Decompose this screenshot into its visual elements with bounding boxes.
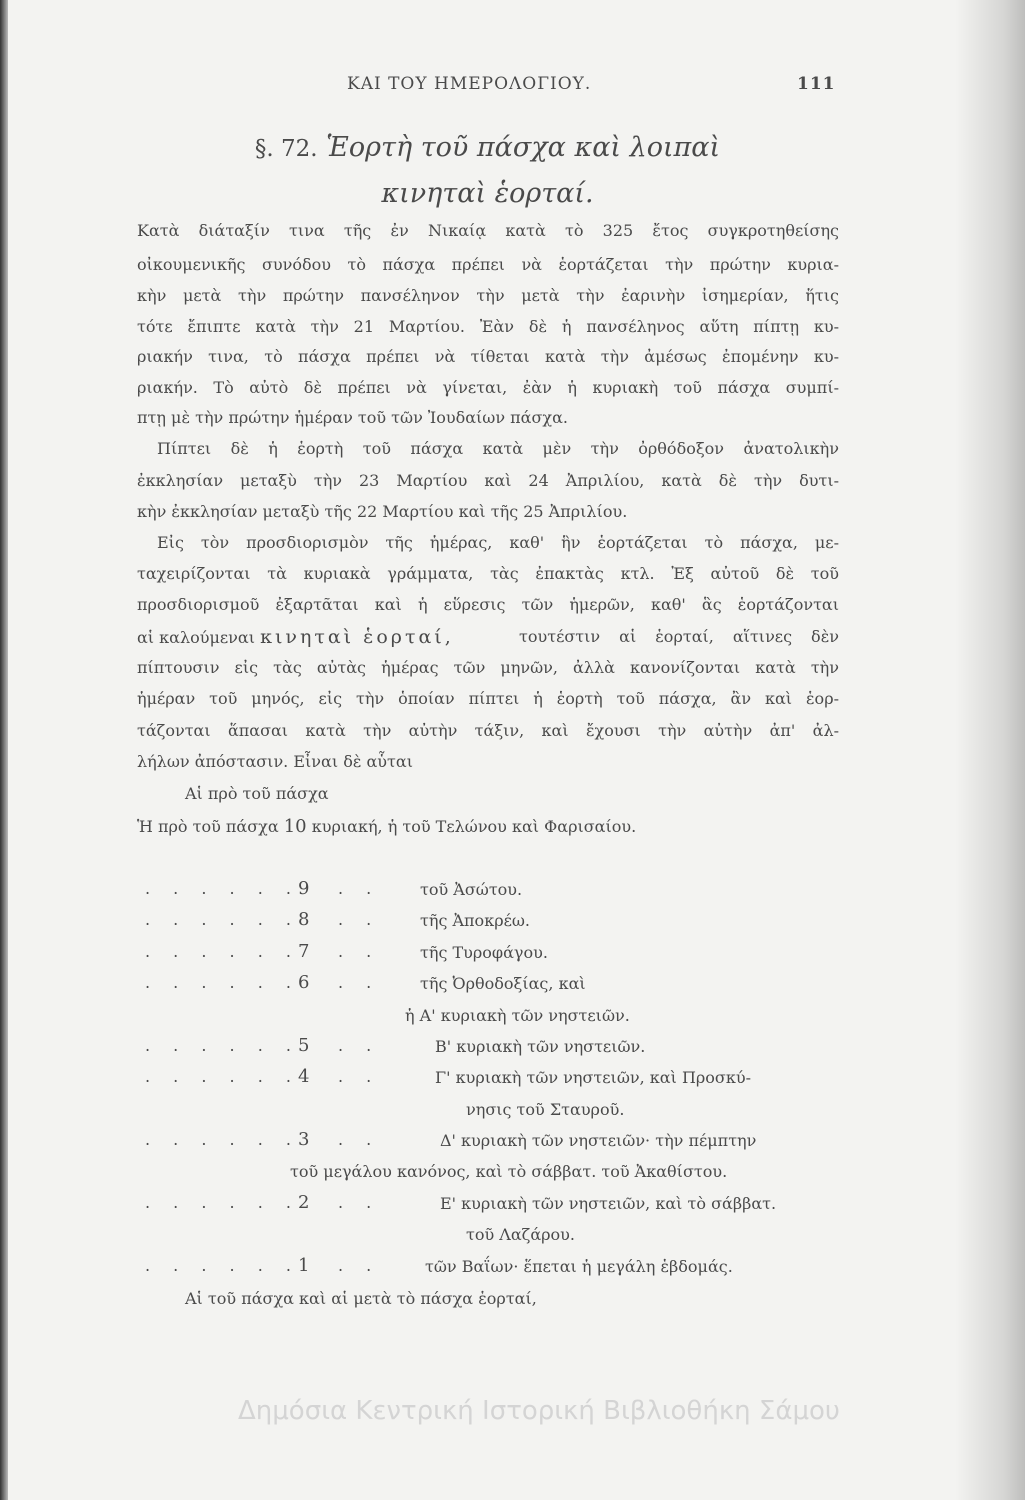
- leader-dots: . . . . . .: [145, 879, 300, 898]
- body-line: κὴν ἐκκλησίαν μεταξὺ τῆς 22 Μαρτίου καὶ τῆς 25 Ἀπριλίου.: [137, 502, 628, 521]
- list-text: τοῦ Ἀσώτου.: [420, 880, 523, 899]
- leader-dots: . .: [338, 1036, 381, 1055]
- list-number: 4: [298, 1066, 310, 1087]
- list-number: 2: [298, 1192, 310, 1213]
- spaced-emphasis: κινηταὶ ἑορταί,: [260, 626, 454, 648]
- body-line: ριακήν τινα, τὸ πάσχα πρέπει νὰ τίθεται κατὰ τὴν ἀμέσως ἐπομένην κυ-: [137, 347, 839, 366]
- body-line: ἐκκλησίαν μεταξὺ τὴν 23 Μαρτίου καὶ 24 Ἀπριλίου, κατὰ δὲ τὴν δυτι-: [137, 471, 839, 490]
- body-line: οἰκουμενικῆς συνόδου τὸ πάσχα πρέπει νὰ ἑορτάζεται τὴν πρώτην κυρια-: [137, 255, 839, 274]
- body-line: [137, 626, 454, 649]
- body-line: προσδιορισμοῦ ἐξαρτᾶται καὶ ἡ εὕρεσις τῶν ἡμερῶν, καθ' ἃς ἑορτάζονται: [137, 595, 839, 614]
- page-edge-shadow: [955, 0, 1025, 1500]
- list-text-continuation: νησις τοῦ Σταυροῦ.: [466, 1100, 625, 1119]
- list-text: τῆς Ἀποκρέω.: [420, 911, 531, 930]
- leader-dots: . . . . . .: [145, 1256, 300, 1275]
- leader-dots: . . . . . .: [145, 1067, 300, 1086]
- page-number: 111: [797, 74, 836, 94]
- leader-dots: . .: [338, 973, 381, 992]
- list-number: 5: [298, 1035, 310, 1056]
- list-number: 7: [298, 941, 310, 962]
- list-text: Β' κυριακὴ τῶν νηστειῶν.: [435, 1037, 646, 1056]
- running-title: ΚΑΙ ΤΟΥ ΗΜΕΡΟΛΟΓΙΟΥ.: [347, 74, 592, 94]
- list-row-first: [137, 816, 636, 838]
- body-line: λήλων ἀπόστασιν. Εἶναι δὲ αὗται: [137, 752, 413, 771]
- list-text: Γ' κυριακὴ τῶν νηστειῶν, καὶ Προσκύ-: [435, 1068, 751, 1087]
- leader-dots: . . . . . .: [145, 1193, 300, 1212]
- section-title-line2: κινηταὶ ἑορταί.: [381, 178, 594, 209]
- section-title: [0, 132, 975, 163]
- list-text: τῆς Τυροφάγου.: [420, 943, 548, 962]
- leader-dots: . . . . . .: [145, 1036, 300, 1055]
- body-text: αἱ καλούμεναι: [137, 628, 255, 647]
- leader-dots: . .: [338, 879, 381, 898]
- list-text-continuation: ἡ Α' κυριακὴ τῶν νηστειῶν.: [405, 1006, 630, 1025]
- list-number: 1: [298, 1255, 310, 1276]
- list-text: τῆς Ὀρθοδοξίας, καὶ: [420, 974, 586, 993]
- body-line: ριακήν. Τὸ αὐτὸ δὲ πρέπει νὰ γίνεται, ἐὰν ἡ κυριακὴ τοῦ πάσχα συμπί-: [137, 378, 839, 397]
- list-text: κυριακή, ἡ τοῦ Τελώνου καὶ Φαρισαίου.: [311, 817, 637, 836]
- body-line: τάζονται ἅπασαι κατὰ τὴν αὐτὴν τάξιν, καὶ ἔχουσι τὴν αὐτὴν ἀπ' ἀλ-: [137, 721, 839, 740]
- leader-dots: . . . . . .: [145, 973, 300, 992]
- leader-dots: . .: [338, 910, 381, 929]
- body-line: πίπτουσιν εἰς τὰς αὐτὰς ἡμέρας τῶν μηνῶν, ἀλλὰ κανονίζονται κατὰ τὴν: [137, 658, 839, 677]
- leader-dots: . . . . . .: [145, 1130, 300, 1149]
- list-text: Δ' κυριακὴ τῶν νηστειῶν· τὴν πέμπτην: [440, 1131, 757, 1150]
- list-number: 3: [298, 1129, 310, 1150]
- list-text-continuation: τοῦ Λαζάρου.: [466, 1225, 575, 1244]
- list-text-continuation: τοῦ μεγάλου κανόνος, καὶ τὸ σάββατ. τοῦ Ἀκαθίστου.: [290, 1162, 728, 1181]
- library-watermark: Δημόσια Κεντρική Ιστορική Βιβλιοθήκη Σάμου: [238, 1396, 840, 1426]
- list-text: Ε' κυριακὴ τῶν νηστειῶν, καὶ τὸ σάββατ.: [440, 1194, 777, 1213]
- list-text: τῶν Βαΐων· ἕπεται ἡ μεγάλη ἑβδομάς.: [425, 1257, 733, 1276]
- leader-dots: . .: [338, 942, 381, 961]
- body-line: πτῃ μὲ τὴν πρώτην ἡμέραν τοῦ τῶν Ἰουδαίων πάσχα.: [137, 408, 568, 427]
- list-prefix: Ἡ πρὸ τοῦ πάσχα: [137, 817, 279, 836]
- body-line: Κατὰ διάταξίν τινα τῆς ἐν Νικαίᾳ κατὰ τὸ 325 ἔτος συγκροτηθείσης: [137, 221, 839, 240]
- list-number: 9: [298, 878, 310, 899]
- section-number: §. 72.: [254, 136, 318, 162]
- list-heading: Αἱ πρὸ τοῦ πάσχα: [185, 784, 329, 803]
- body-line: ἡμέραν τοῦ μηνός, εἰς τὴν ὁποίαν πίπτει ἡ ἑορτὴ τοῦ πάσχα, ἂν καὶ ἑορ-: [137, 689, 839, 708]
- body-line: τουτέστιν αἱ ἑορταί, αἵτινες δὲν: [519, 627, 839, 646]
- list-number: 8: [298, 909, 310, 930]
- leader-dots: . . . . . .: [145, 910, 300, 929]
- body-line: τότε ἔπιπτε κατὰ τὴν 21 Μαρτίου. Ἐὰν δὲ ἡ πανσέληνος αὕτη πίπτῃ κυ-: [137, 317, 839, 336]
- leader-dots: . .: [338, 1130, 381, 1149]
- list-number: 6: [298, 972, 310, 993]
- section-title-line1: Ἑορτὴ τοῦ πάσχα καὶ λοιπαὶ: [326, 132, 721, 163]
- list-number: 10: [283, 816, 307, 837]
- leader-dots: . . . . . .: [145, 942, 300, 961]
- list-footer-heading: Αἱ τοῦ πάσχα καὶ αἱ μετὰ τὸ πάσχα ἑορταί,: [185, 1289, 537, 1308]
- book-binding-shadow: [0, 0, 8, 1500]
- body-line: Πίπτει δὲ ἡ ἑορτὴ τοῦ πάσχα κατὰ μὲν τὴν ὀρθόδοξον ἀνατολικὴν: [157, 439, 839, 458]
- leader-dots: . .: [338, 1256, 381, 1275]
- body-line: Εἰς τὸν προσδιορισμὸν τῆς ἡμέρας, καθ' ἣν ἑορτάζεται τὸ πάσχα, με-: [157, 533, 839, 552]
- body-line: ταχειρίζονται τὰ κυριακὰ γράμματα, τὰς ἐπακτὰς κτλ. Ἐξ αὐτοῦ δὲ τοῦ: [137, 564, 839, 583]
- body-line: κὴν μετὰ τὴν πρώτην πανσέληνον τὴν μετὰ τὴν ἐαρινὴν ἰσημερίαν, ἥτις: [137, 286, 839, 305]
- leader-dots: . .: [338, 1067, 381, 1086]
- leader-dots: . .: [338, 1193, 381, 1212]
